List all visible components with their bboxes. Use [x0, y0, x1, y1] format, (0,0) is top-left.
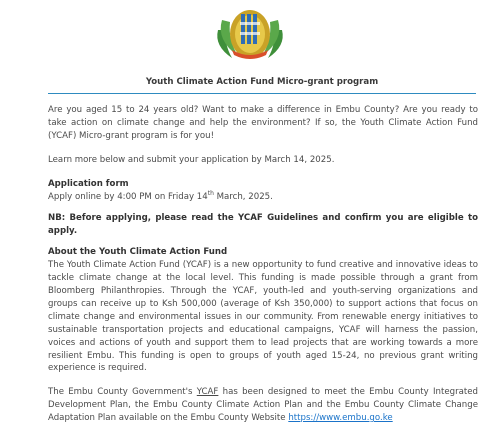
closing-prefix: The Embu County Government's: [48, 387, 197, 398]
eligibility-notice: NB: Before applying, please read the YCAF Guidelines and confirm you are eligible to apply.: [48, 213, 478, 237]
title-divider: [48, 93, 476, 94]
closing-suffix: has been designed to meet the Embu County Integrated Development Plan, the Embu County Climate Action Plan and the Embu County Climate Change Adaptation Plan available on the Embu County Website: [48, 387, 478, 424]
intro-paragraph: Are you aged 15 to 24 years old? Want to make a difference in Embu County? Are you ready to take action on climate change and help the environment? If so, the Youth Climate Action Fund (YCAF) Micro-grant program is for you!: [48, 105, 478, 141]
ycaf-acronym: YCAF: [196, 387, 219, 398]
closing-paragraph: [48, 386, 478, 425]
article-body: [48, 104, 478, 436]
application-form-section: [48, 178, 478, 204]
application-line-prefix: Apply online by 4:00 PM on Friday 14: [48, 191, 208, 202]
embu-county-website-link[interactable]: https://www.embu.go.ke: [288, 413, 393, 424]
application-line-suffix: March, 2025.: [213, 191, 273, 202]
program-title-block: [48, 74, 476, 90]
deadline-paragraph: Learn more below and submit your application by March 14, 2025.: [48, 154, 335, 165]
application-line-sup: th: [207, 189, 214, 197]
about-paragraph: The Youth Climate Action Fund (YCAF) is a new opportunity to fund creative and innovative ideas to tackle climate change at the local level. This funding is made possible through a grant from Bloomberg Philanthropies. Through the YCAF, youth-led and youth-serving organizations and groups can receive up to Ksh 500,000 (average of Ksh 350,000) to support actions that focus on climate change and environmental issues in our community. From renewable energy initiatives to sustainable transportation projects and educational campaigns, YCAF will harness the passion, voices and actions of youth and support them to lead projects that are working towards a more resilient Embu. This funding is open to groups of youth aged 15-24, no previous grant writing experience is required.: [48, 260, 478, 374]
application-form-heading: Application form: [48, 178, 129, 189]
application-form-line: [48, 191, 478, 204]
about-heading: About the Youth Climate Action Fund: [48, 247, 228, 258]
program-title: Youth Climate Action Fund Micro-grant program: [145, 77, 379, 87]
county-emblem-logo: [210, 0, 290, 62]
